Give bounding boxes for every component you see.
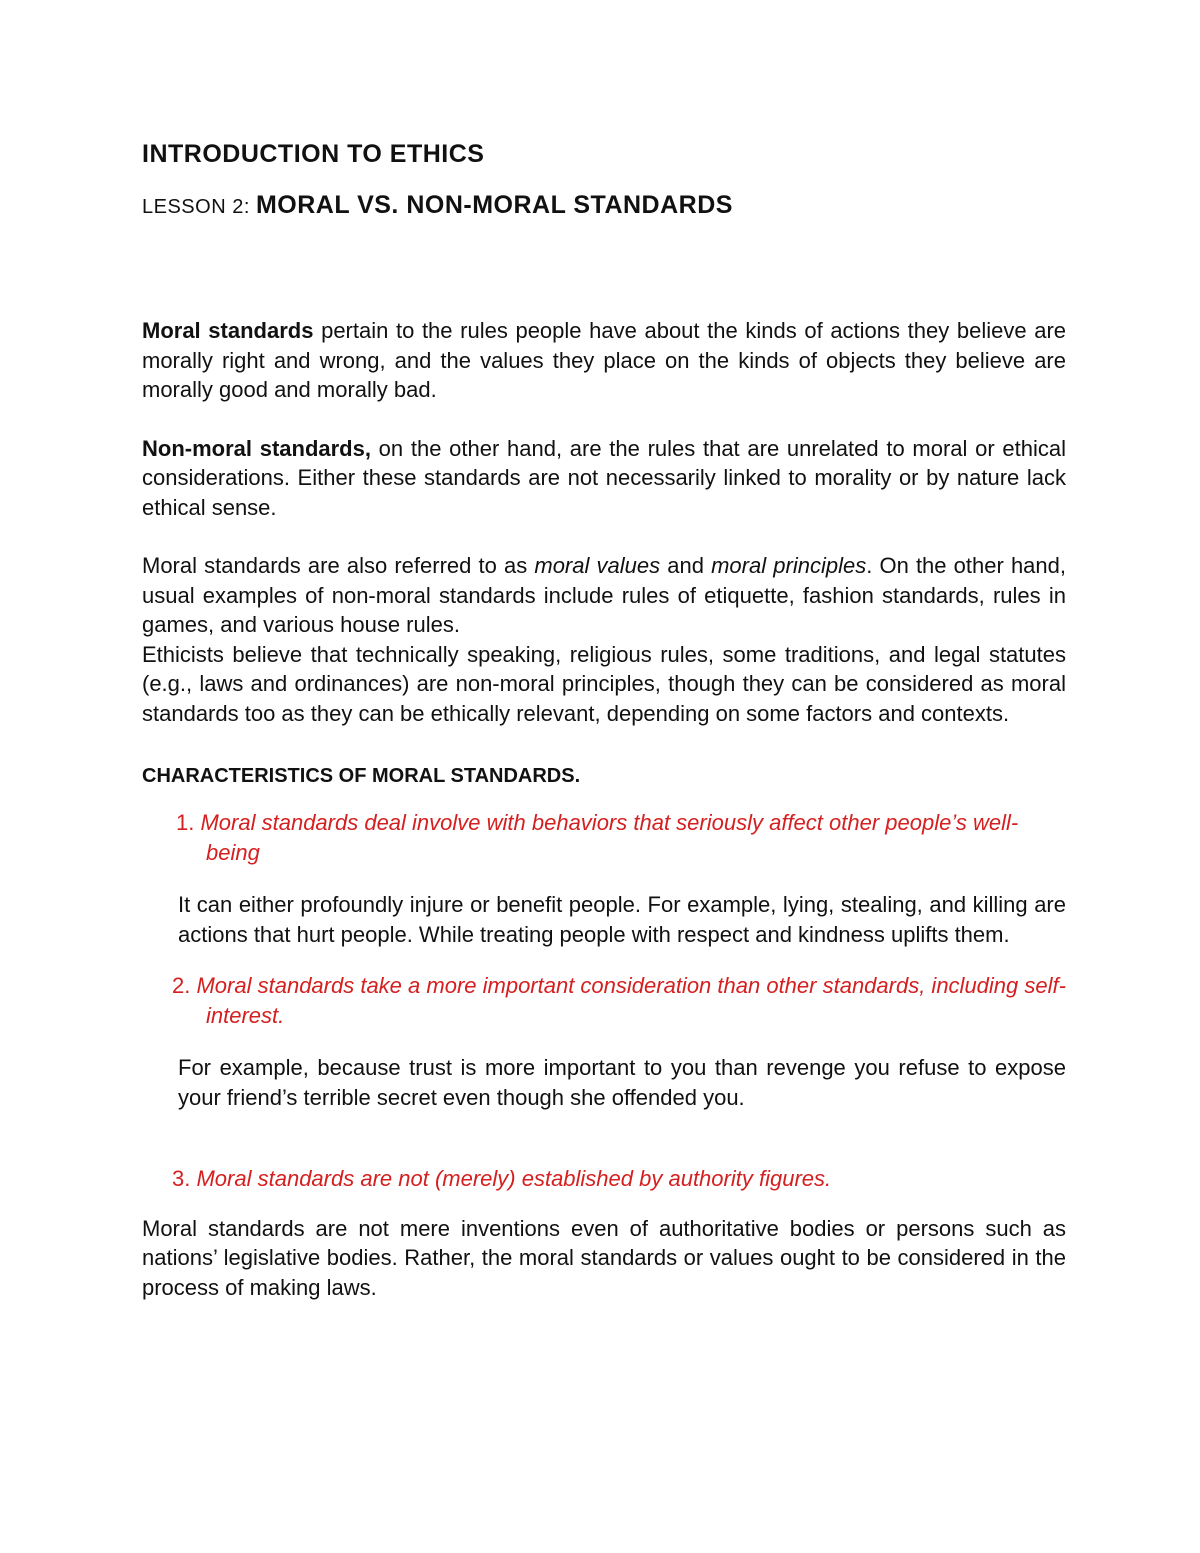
moral-standards-text: pertain to the rules people have about the kinds of actions they believe are morally right and wrong, and the values they place on the kinds of objects they believe are morally good and morally bad. [142, 318, 1066, 402]
characteristic-2-heading [142, 971, 1066, 1030]
lesson-prefix: LESSON 2: [142, 196, 256, 218]
characteristic-3-body: Moral standards are not mere inventions even of authoritative bodies or persons such as nations’ legislative bodies. Rather, the moral standards or values ought to be considered in the process of making laws. [142, 1215, 1066, 1300]
lesson-title: MORAL VS. NON-MORAL STANDARDS [255, 191, 733, 219]
also-referred-paragraph [142, 551, 1066, 640]
document-title: INTRODUCTION TO ETHICS [142, 140, 485, 168]
moral-standards-definition [142, 316, 1066, 405]
characteristic-2-title: Moral standards take a more important consideration than other standards, including self-interest. [196, 973, 1066, 1028]
characteristic-3-number: 3. [172, 1166, 191, 1191]
characteristic-1-body: It can either profoundly injure or benefit people. For example, lying, stealing, and killing are actions that hurt people. While treating people with respect and kindness uplifts them. [178, 892, 1066, 947]
characteristic-2-body: For example, because trust is more important to you than revenge you refuse to expose your friend’s terrible secret even though she offended you. [178, 1055, 1066, 1110]
lesson-heading [142, 191, 1066, 220]
characteristic-3-title: Moral standards are not (merely) established by authority figures. [196, 1166, 832, 1191]
characteristic-1-title: Moral standards deal involve with behaviors that seriously affect other people’s well-being [200, 810, 1019, 865]
also-referred-part2: and [660, 553, 712, 578]
moral-values-emphasis: moral values [534, 553, 661, 578]
characteristics-heading: CHARACTERISTICS OF MORAL STANDARDS. [142, 765, 581, 787]
non-moral-standards-definition [142, 434, 1066, 523]
moral-standards-term: Moral standards [142, 318, 314, 343]
characteristic-3-heading [142, 1164, 1066, 1194]
also-referred-part3: . On the other hand, usual examples of non-moral standards include rules of etiquette, fashion standards, rules in games, and various house rules. [142, 553, 1066, 637]
non-moral-standards-term: Non-moral standards, [142, 435, 371, 461]
moral-principles-emphasis: moral principles [711, 553, 867, 578]
document-page [142, 140, 1066, 1302]
also-referred-part1: Moral standards are also referred to as [142, 553, 535, 578]
characteristic-2-number: 2. [172, 973, 191, 998]
ethicists-paragraph: Ethicists believe that technically speaking, religious rules, some traditions, and legal statutes (e.g., laws and ordinances) are non-moral principles, though they can be considered as moral standards too as they can be ethically relevant, depending on some factors and contexts. [142, 641, 1066, 726]
non-moral-standards-text: on the other hand, are the rules that are unrelated to moral or ethical considerations. Either these standards are not necessarily linked to morality or by nature lack ethical sense. [142, 435, 1066, 520]
characteristic-1-number: 1. [176, 810, 195, 835]
characteristic-1-heading [142, 808, 1066, 867]
